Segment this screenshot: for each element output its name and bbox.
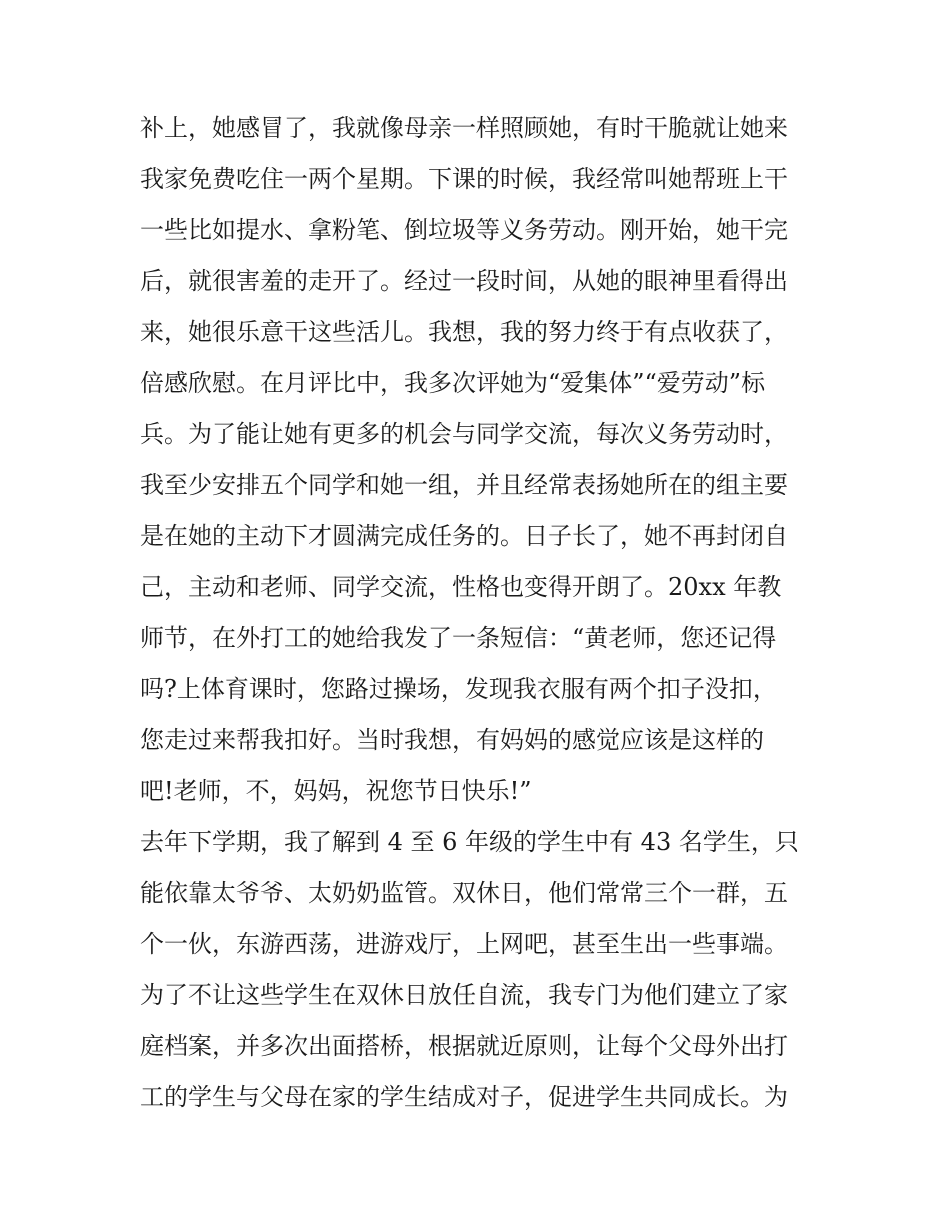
text-line: 一些比如提水、拿粉笔、倒垃圾等义务劳动。刚开始，她干完 xyxy=(140,216,788,244)
text-line: 我家免费吃住一两个星期。下课的时候，我经常叫她帮班上干 xyxy=(140,165,788,193)
text-line: 去年下学期，我了解到 4 至 6 年级的学生中有 43 名学生，只 xyxy=(140,828,799,856)
body-text xyxy=(140,103,820,1123)
text-line: 来，她很乐意干这些活儿。我想，我的努力终于有点收获了， xyxy=(140,318,788,346)
text-line: 师节，在外打工的她给我发了一条短信：“黄老师，您还记得 xyxy=(140,624,777,652)
text-line: 己，主动和老师、同学交流，性格也变得开朗了。20xx 年教 xyxy=(140,573,782,601)
text-line: 吧!老师，不，妈妈，祝您节日快乐!” xyxy=(140,777,532,805)
text-line: 我至少安排五个同学和她一组，并且经常表扬她所在的组主要 xyxy=(140,471,788,499)
text-line: 为了不让这些学生在双休日放任自流，我专门为他们建立了家 xyxy=(140,981,788,1009)
text-line: 兵。为了能让她有更多的机会与同学交流，每次义务劳动时， xyxy=(140,420,788,448)
text-line: 个一伙，东游西荡，进游戏厅，上网吧，甚至生出一些事端。 xyxy=(140,930,788,958)
text-line: 是在她的主动下才圆满完成任务的。日子长了，她不再封闭自 xyxy=(140,522,788,550)
text-line: 吗?上体育课时，您路过操场，发现我衣服有两个扣子没扣， xyxy=(140,675,777,703)
text-line: 庭档案，并多次出面搭桥，根据就近原则，让每个父母外出打 xyxy=(140,1032,788,1060)
text-line: 能依靠太爷爷、太奶奶监管。双休日，他们常常三个一群，五 xyxy=(140,879,788,907)
text-line: 工的学生与父母在家的学生结成对子，促进学生共同成长。为 xyxy=(140,1083,788,1111)
text-line: 后，就很害羞的走开了。经过一段时间，从她的眼神里看得出 xyxy=(140,267,788,295)
text-line: 补上，她感冒了，我就像母亲一样照顾她，有时干脆就让她来 xyxy=(140,114,788,142)
text-line: 倍感欣慰。在月评比中，我多次评她为“爱集体”“爱劳动”标 xyxy=(140,369,766,397)
text-line: 您走过来帮我扣好。当时我想，有妈妈的感觉应该是这样的 xyxy=(140,726,764,754)
